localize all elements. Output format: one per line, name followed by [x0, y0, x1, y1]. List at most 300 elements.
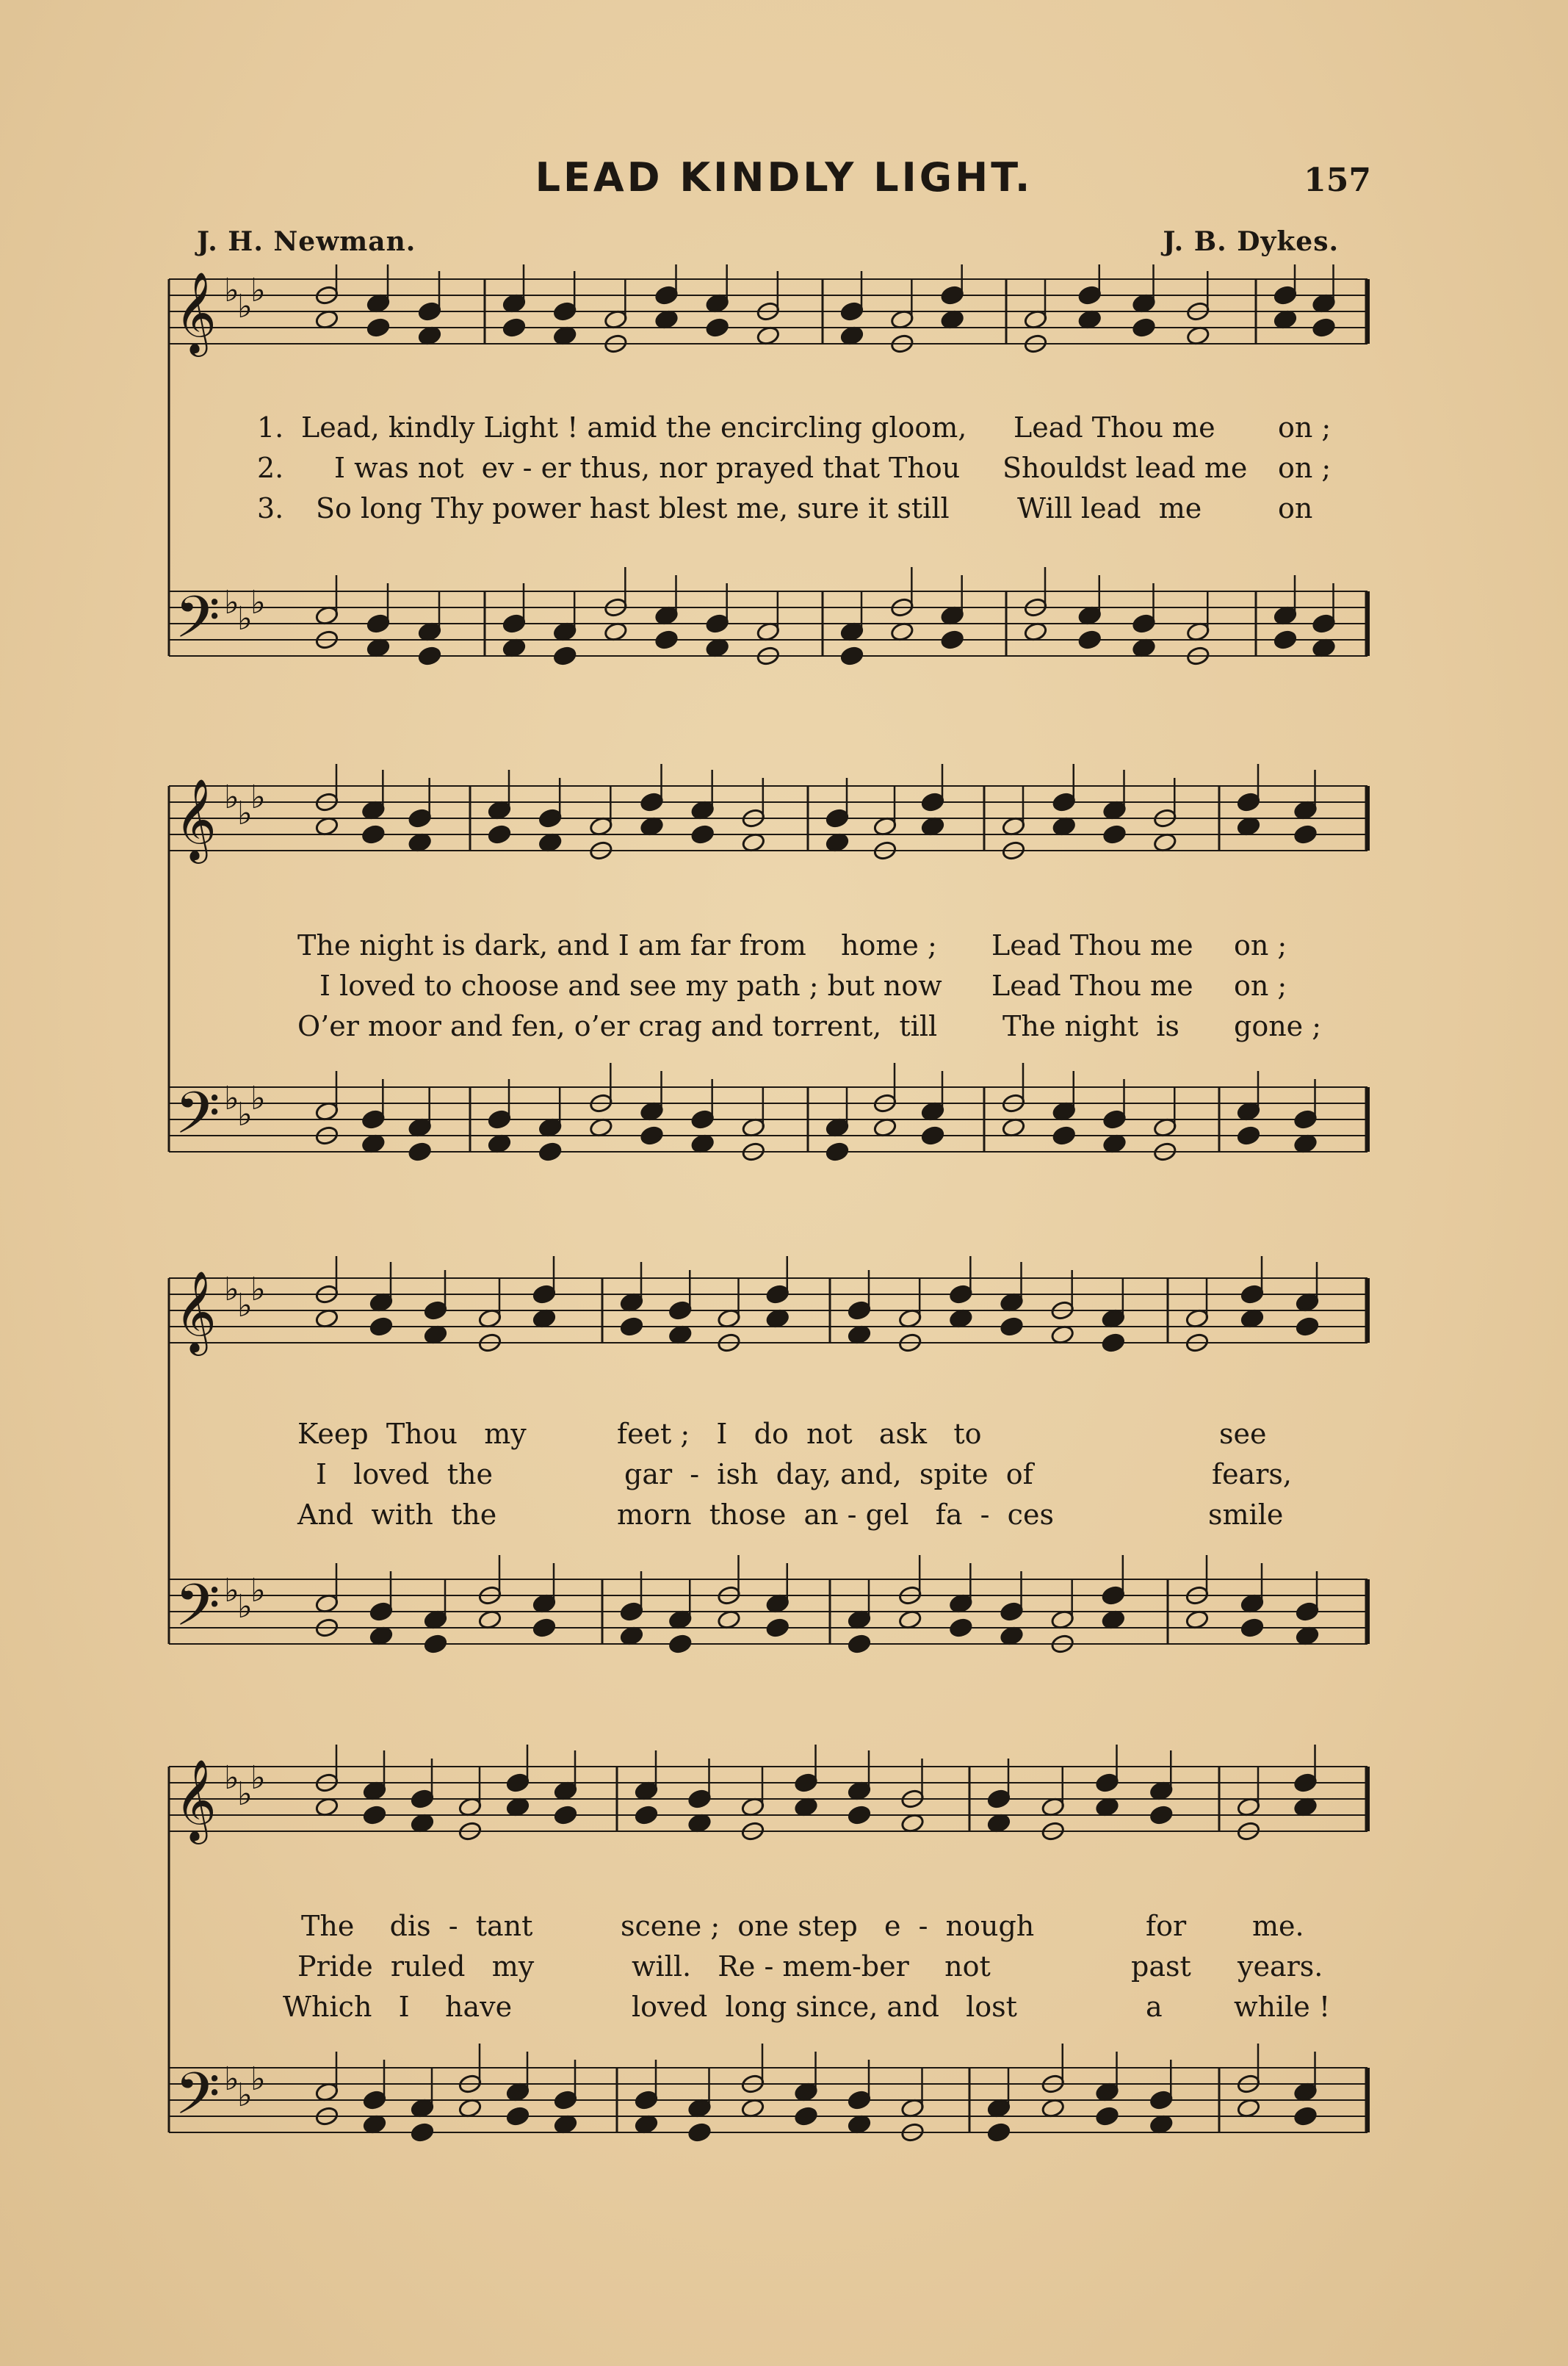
note-head — [1050, 1324, 1074, 1345]
note-head — [362, 1781, 386, 1801]
flat-sign: ♭ — [224, 779, 239, 816]
note-head — [314, 2082, 339, 2102]
note-head — [553, 1805, 577, 1825]
note-head — [1185, 1609, 1209, 1630]
note-head — [1293, 824, 1318, 845]
lyric-line: I was not ev - er thus, nor prayed that Thou — [334, 452, 961, 484]
page-number: 157 — [1304, 162, 1371, 199]
note-head — [1149, 1805, 1174, 1825]
note-head — [1132, 613, 1156, 634]
note-head — [839, 301, 864, 322]
lyric-line: I loved to choose and see my path ; but now — [319, 970, 942, 1002]
note-head — [314, 309, 339, 330]
note-head — [634, 1805, 658, 1825]
note-head — [502, 613, 526, 634]
lyric-line: The night is — [1002, 1010, 1179, 1042]
note-head — [362, 2090, 386, 2110]
flat-sign: ♭ — [224, 1572, 239, 1609]
note-head — [900, 2098, 925, 2118]
note-head — [538, 1141, 563, 1162]
note-head — [765, 1308, 790, 1329]
note-head — [369, 1292, 393, 1313]
note-head — [314, 1101, 339, 1122]
note-head — [361, 800, 386, 820]
note-head — [920, 792, 944, 812]
note-head — [687, 2122, 712, 2143]
lyric-line: Lead, kindly Light ! amid the encircling gloom, — [301, 411, 967, 444]
note-head — [940, 605, 964, 626]
note-head — [1293, 1109, 1318, 1130]
note-head — [634, 2090, 658, 2110]
note-head — [417, 621, 441, 642]
note-head — [1312, 613, 1336, 634]
note-head — [1095, 2106, 1119, 2127]
note-head — [1132, 293, 1156, 314]
lyric-line: Lead Thou me — [991, 929, 1193, 962]
note-head — [314, 1308, 339, 1329]
note-head — [410, 1813, 434, 1833]
note-head — [794, 1772, 818, 1793]
note-head — [847, 1781, 871, 1801]
note-head — [890, 309, 914, 330]
note-head — [553, 646, 577, 666]
lyric-line: on ; — [1278, 411, 1332, 444]
note-head — [538, 832, 563, 853]
note-head — [654, 605, 679, 626]
note-head — [553, 2114, 577, 2135]
note-head — [1101, 1609, 1125, 1630]
note-head — [794, 2106, 818, 2127]
note-head — [1293, 800, 1318, 820]
note-head — [690, 1109, 715, 1130]
lyric-line: Pride ruled my — [297, 1950, 535, 1983]
lyric-line: feet ; I do not ask to — [617, 1418, 982, 1450]
note-head — [1101, 1585, 1125, 1606]
note-head — [1236, 2098, 1260, 2118]
note-head — [502, 638, 526, 658]
lyric-line: home ; — [841, 929, 937, 962]
note-head — [1050, 1609, 1074, 1630]
note-head — [362, 2114, 386, 2135]
lyric-line: Shouldst lead me — [1002, 452, 1248, 484]
note-head — [502, 317, 526, 338]
note-head — [690, 800, 715, 820]
flat-sign: ♭ — [250, 1271, 266, 1308]
lyric-line: Lead Thou me — [991, 970, 1193, 1002]
lyricist-credit: J. H. Newman. — [197, 226, 416, 257]
note-head — [847, 1609, 871, 1630]
note-head — [1236, 1797, 1260, 1817]
lyric-line: gone ; — [1234, 1010, 1322, 1042]
note-head — [1273, 630, 1297, 650]
note-head — [634, 1781, 658, 1801]
note-head — [847, 1634, 871, 1654]
note-head — [1273, 309, 1297, 330]
note-head — [410, 2098, 434, 2118]
note-head — [986, 2122, 1011, 2143]
note-head — [1236, 816, 1260, 837]
note-head — [898, 1308, 922, 1329]
flat-sign: ♭ — [250, 2060, 266, 2098]
note-head — [417, 646, 441, 666]
note-head — [1185, 1308, 1209, 1329]
note-head — [949, 1593, 973, 1614]
note-head — [847, 1324, 871, 1345]
note-head — [487, 1109, 511, 1130]
composer-credit: J. B. Dykes. — [1163, 226, 1339, 257]
note-head — [825, 808, 849, 829]
lyric-line: The dis - tant — [301, 1910, 533, 1942]
note-head — [532, 1284, 556, 1305]
note-head — [640, 792, 664, 812]
note-head — [1240, 1284, 1264, 1305]
note-head — [1041, 2098, 1065, 2118]
flat-sign: ♭ — [237, 2077, 253, 2114]
note-head — [794, 2082, 818, 2102]
note-head — [505, 1797, 530, 1817]
lyric-line: on ; — [1278, 452, 1332, 484]
note-head — [765, 1617, 790, 1638]
note-head — [920, 1101, 944, 1122]
note-head — [741, 1117, 765, 1138]
note-head — [825, 832, 849, 853]
lyric-line: fears, — [1212, 1458, 1292, 1490]
note-head — [458, 1797, 482, 1817]
note-head — [1077, 630, 1102, 650]
note-head — [654, 309, 679, 330]
flat-sign: ♭ — [250, 1080, 266, 1117]
note-head — [640, 816, 664, 837]
note-head — [920, 1125, 944, 1146]
lyric-line: gar - ish day, and, spite of — [624, 1458, 1033, 1490]
flat-sign: ♭ — [237, 600, 253, 638]
note-head — [366, 638, 390, 658]
note-head — [553, 621, 577, 642]
note-head — [1312, 293, 1336, 314]
note-head — [705, 317, 729, 338]
note-head — [1077, 309, 1102, 330]
note-head — [872, 1117, 897, 1138]
note-head — [839, 646, 864, 666]
lyric-line: loved long since, and lost — [632, 1991, 1017, 2023]
note-head — [1186, 325, 1210, 346]
note-head — [1102, 800, 1127, 820]
flat-sign: ♭ — [224, 272, 239, 309]
note-head — [1236, 1101, 1260, 1122]
note-head — [477, 1609, 502, 1630]
lyric-line: will. Re - mem-ber not — [632, 1950, 991, 1983]
bass-clef: 𝄢 — [175, 583, 220, 666]
note-head — [553, 325, 577, 346]
flat-sign: ♭ — [237, 795, 253, 832]
note-head — [705, 613, 729, 634]
note-head — [366, 317, 390, 338]
flat-sign: ♭ — [224, 1271, 239, 1308]
note-head — [505, 1772, 530, 1793]
treble-clef: 𝄞 — [175, 778, 217, 860]
note-head — [1102, 1133, 1127, 1154]
note-head — [1240, 1308, 1264, 1329]
note-head — [408, 1117, 432, 1138]
lyric-line: on — [1278, 492, 1313, 524]
note-head — [1236, 1125, 1260, 1146]
note-head — [1312, 317, 1336, 338]
note-head — [717, 1308, 741, 1329]
note-head — [949, 1308, 973, 1329]
note-head — [654, 285, 679, 306]
note-head — [1236, 792, 1260, 812]
note-head — [898, 1609, 922, 1630]
note-head — [408, 808, 432, 829]
note-head — [532, 1617, 556, 1638]
note-head — [1293, 2106, 1318, 2127]
note-head — [756, 325, 780, 346]
lyric-line: while ! — [1234, 1991, 1331, 2023]
note-head — [690, 824, 715, 845]
note-head — [1023, 621, 1047, 642]
flat-sign: ♭ — [237, 1287, 253, 1324]
note-head — [687, 1789, 712, 1809]
note-head — [1095, 1797, 1119, 1817]
note-head — [1101, 1332, 1125, 1353]
note-head — [949, 1617, 973, 1638]
note-head — [741, 832, 765, 853]
note-head — [369, 1316, 393, 1337]
note-head — [1293, 1133, 1318, 1154]
note-head — [1000, 1292, 1024, 1313]
note-head — [1101, 1308, 1125, 1329]
note-head — [369, 1626, 393, 1646]
note-head — [1023, 309, 1047, 330]
note-head — [619, 1626, 643, 1646]
note-head — [1052, 816, 1076, 837]
note-head — [487, 1133, 511, 1154]
note-head — [553, 2090, 577, 2110]
lyric-line: smile — [1208, 1498, 1284, 1531]
note-head — [765, 1593, 790, 1614]
lyric-line: past — [1131, 1950, 1191, 1983]
note-head — [1102, 1109, 1127, 1130]
note-head — [502, 293, 526, 314]
note-head — [369, 1601, 393, 1622]
note-head — [423, 1324, 447, 1345]
lyric-line: scene ; one step e - nough — [621, 1910, 1035, 1942]
bass-clef: 𝄢 — [175, 1571, 220, 1653]
note-head — [538, 808, 563, 829]
note-head — [589, 816, 613, 837]
note-head — [553, 1781, 577, 1801]
note-head — [408, 1141, 432, 1162]
note-head — [1293, 1797, 1318, 1817]
note-head — [1240, 1593, 1264, 1614]
note-head — [949, 1284, 973, 1305]
note-head — [740, 1797, 765, 1817]
note-head — [1000, 1601, 1024, 1622]
note-head — [314, 1593, 339, 1614]
lyric-line: morn those an - gel fa - ces — [617, 1498, 1054, 1531]
note-head — [794, 1797, 818, 1817]
flat-sign: ♭ — [250, 1572, 266, 1609]
note-head — [825, 1117, 849, 1138]
note-head — [839, 621, 864, 642]
note-head — [1240, 1617, 1264, 1638]
flat-sign: ♭ — [237, 1588, 253, 1626]
note-head — [1273, 605, 1297, 626]
note-head — [690, 1133, 715, 1154]
lyric-line: Will lead me — [1017, 492, 1202, 524]
lyric-line: for — [1146, 1910, 1187, 1942]
note-head — [1052, 1101, 1076, 1122]
note-head — [1132, 638, 1156, 658]
note-head — [839, 325, 864, 346]
note-head — [1052, 792, 1076, 812]
flat-sign: ♭ — [250, 1759, 266, 1797]
note-head — [847, 2114, 871, 2135]
note-head — [847, 1300, 871, 1321]
note-head — [890, 621, 914, 642]
note-head — [619, 1601, 643, 1622]
note-head — [900, 1813, 925, 1833]
note-head — [505, 2082, 530, 2102]
note-head — [487, 824, 511, 845]
note-head — [1102, 824, 1127, 845]
note-head — [477, 1308, 502, 1329]
flat-sign: ♭ — [250, 272, 266, 309]
note-head — [640, 1125, 664, 1146]
note-head — [366, 293, 390, 314]
note-head — [940, 309, 964, 330]
note-head — [604, 621, 628, 642]
note-head — [361, 1109, 386, 1130]
treble-clef: 𝄞 — [175, 1759, 217, 1841]
note-head — [1077, 285, 1102, 306]
note-head — [986, 1789, 1011, 1809]
flat-sign: ♭ — [237, 1775, 253, 1813]
lyric-line: on ; — [1234, 970, 1287, 1002]
note-head — [1095, 1772, 1119, 1793]
note-head — [314, 1797, 339, 1817]
note-head — [1095, 2082, 1119, 2102]
lyric-line: Keep Thou my — [297, 1418, 527, 1450]
note-head — [604, 309, 628, 330]
note-head — [687, 1813, 712, 1833]
note-head — [654, 630, 679, 650]
verse-number: 1. — [257, 411, 284, 444]
bass-clef: 𝄢 — [175, 2060, 220, 2142]
note-head — [1149, 1781, 1174, 1801]
lyric-line: The night is dark, and I am far from — [297, 929, 806, 962]
note-head — [920, 816, 944, 837]
flat-sign: ♭ — [224, 1080, 239, 1117]
flat-sign: ♭ — [250, 779, 266, 816]
note-head — [589, 1117, 613, 1138]
note-head — [410, 1789, 434, 1809]
note-head — [668, 1300, 693, 1321]
lyric-line: Lead Thou me — [1014, 411, 1215, 444]
note-head — [1000, 1316, 1024, 1337]
note-head — [532, 1308, 556, 1329]
note-head — [825, 1141, 849, 1162]
lyric-line: I loved the — [316, 1458, 493, 1490]
lyric-line: years. — [1238, 1950, 1323, 1983]
note-head — [765, 1284, 790, 1305]
music-system-1 — [0, 264, 1568, 705]
note-head — [705, 638, 729, 658]
note-head — [1295, 1626, 1319, 1646]
note-head — [1295, 1316, 1319, 1337]
note-head — [423, 1634, 447, 1654]
hymn-title: LEAD KINDLY LIGHT. — [535, 154, 1033, 201]
lyric-line: me. — [1252, 1910, 1304, 1942]
note-head — [1149, 2090, 1174, 2110]
lyric-line: Which I have — [283, 1991, 513, 2023]
note-head — [640, 1101, 664, 1122]
note-head — [417, 301, 441, 322]
note-head — [458, 2098, 482, 2118]
bass-clef: 𝄢 — [175, 1079, 220, 1161]
lyric-line: So long Thy power hast blest me, sure it still — [316, 492, 950, 524]
note-head — [940, 285, 964, 306]
note-head — [1295, 1292, 1319, 1313]
note-head — [366, 613, 390, 634]
note-head — [940, 630, 964, 650]
note-head — [1077, 605, 1102, 626]
note-head — [417, 325, 441, 346]
note-head — [1293, 2082, 1318, 2102]
note-head — [872, 816, 897, 837]
note-head — [1153, 1117, 1177, 1138]
note-head — [1273, 285, 1297, 306]
note-head — [1041, 1797, 1065, 1817]
note-head — [986, 2098, 1011, 2118]
treble-clef: 𝄞 — [175, 1270, 217, 1352]
verse-number: 3. — [257, 492, 284, 524]
note-head — [687, 2098, 712, 2118]
note-head — [668, 1609, 693, 1630]
note-head — [1149, 2114, 1174, 2135]
note-head — [532, 1593, 556, 1614]
note-head — [314, 605, 339, 626]
lyric-line: on ; — [1234, 929, 1287, 962]
note-head — [717, 1609, 741, 1630]
lyric-line: a — [1146, 1991, 1163, 2023]
note-head — [423, 1609, 447, 1630]
note-head — [538, 1117, 563, 1138]
note-head — [1312, 638, 1336, 658]
note-head — [423, 1300, 447, 1321]
note-head — [756, 621, 780, 642]
note-head — [1153, 832, 1177, 853]
note-head — [408, 832, 432, 853]
note-head — [487, 800, 511, 820]
note-head — [740, 2098, 765, 2118]
lyric-line: O’er moor and fen, o’er crag and torrent, till — [297, 1010, 938, 1042]
note-head — [634, 2114, 658, 2135]
note-head — [410, 2122, 434, 2143]
note-head — [847, 2090, 871, 2110]
flat-sign: ♭ — [224, 1759, 239, 1797]
lyric-line: see — [1219, 1418, 1267, 1450]
flat-sign: ♭ — [224, 584, 239, 621]
flat-sign: ♭ — [224, 2060, 239, 2098]
verse-number: 2. — [257, 452, 284, 484]
flat-sign: ♭ — [250, 584, 266, 621]
note-head — [668, 1634, 693, 1654]
note-head — [668, 1324, 693, 1345]
flat-sign: ♭ — [237, 1096, 253, 1133]
note-head — [1132, 317, 1156, 338]
note-head — [1052, 1125, 1076, 1146]
